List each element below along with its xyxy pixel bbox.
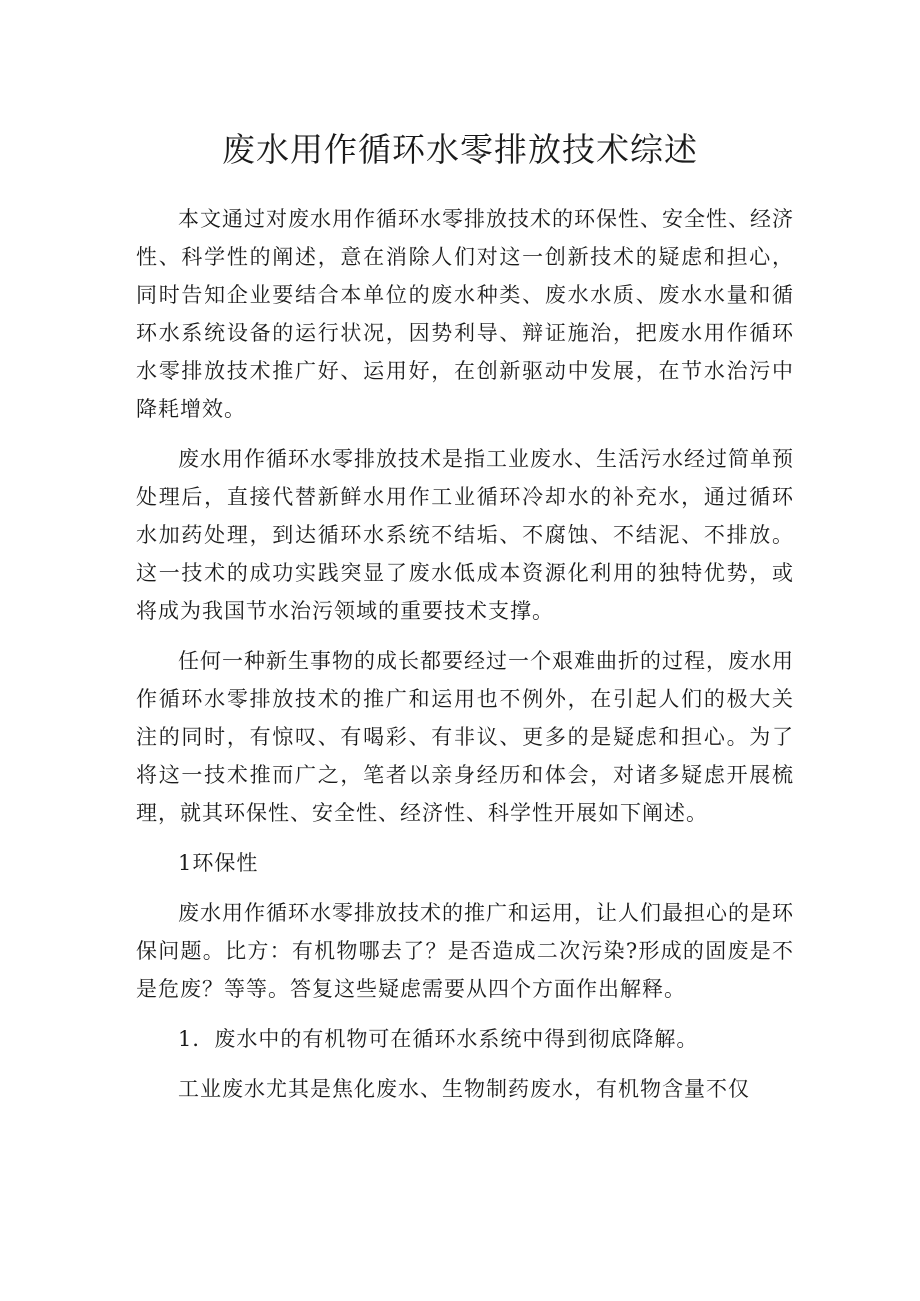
paragraph-introduction: 任何一种新生事物的成长都要经过一个艰难曲折的过程，废水用作循环水零排放技术的推广和运用也不例外，在引起人们的极大关注的同时，有惊叹、有喝彩、有非议、更多的是疑虑和担心。为了将这一技术推而广之，笔者以亲身经历和体会，对诸多疑虑开展梳理，就其环保性、安全性、经济性、科学性开展如下阐述。 (136, 649, 794, 825)
document-title: 废水用作循环水零排放技术综述 (222, 130, 698, 169)
section-heading-environmental: 1环保性 (178, 851, 259, 875)
paragraph-abstract: 本文通过对废水用作循环水零排放技术的环保性、安全性、经济性、科学性的阐述，意在消除人们对这一创新技术的疑虑和担心，同时告知企业要结合本单位的废水种类、废水水质、废水水量和循环水系统设备的运行状况，因势利导、辩证施治，把废水用作循环水零排放技术推广好、运用好，在创新驱动中发展，在节水治污中降耗增效。 (136, 207, 794, 421)
paragraph-environmental-concerns: 废水用作循环水零排放技术的推广和运用，让人们最担心的是环保问题。比方：有机物哪去了？是否造成二次污染?形成的固废是不是危废？等等。答复这些疑虑需要从四个方面作出解释。 (136, 901, 794, 1001)
subsection-heading-organic-degradation: 1．废水中的有机物可在循环水系统中得到彻底降解。 (178, 1027, 699, 1051)
paragraph-industrial-wastewater: 工业废水尤其是焦化废水、生物制药废水，有机物含量不仅 (178, 1077, 750, 1101)
paragraph-definition: 废水用作循环水零排放技术是指工业废水、生活污水经过简单预处理后，直接代替新鲜水用作工业循环冷却水的补充水，通过循环水加药处理，到达循环水系统不结垢、不腐蚀、不结泥、不排放。这一技术的成功实践突显了废水低成本资源化利用的独特优势，或将成为我国节水治污领域的重要技术支撑。 (136, 447, 794, 623)
document-body (136, 200, 794, 1120)
